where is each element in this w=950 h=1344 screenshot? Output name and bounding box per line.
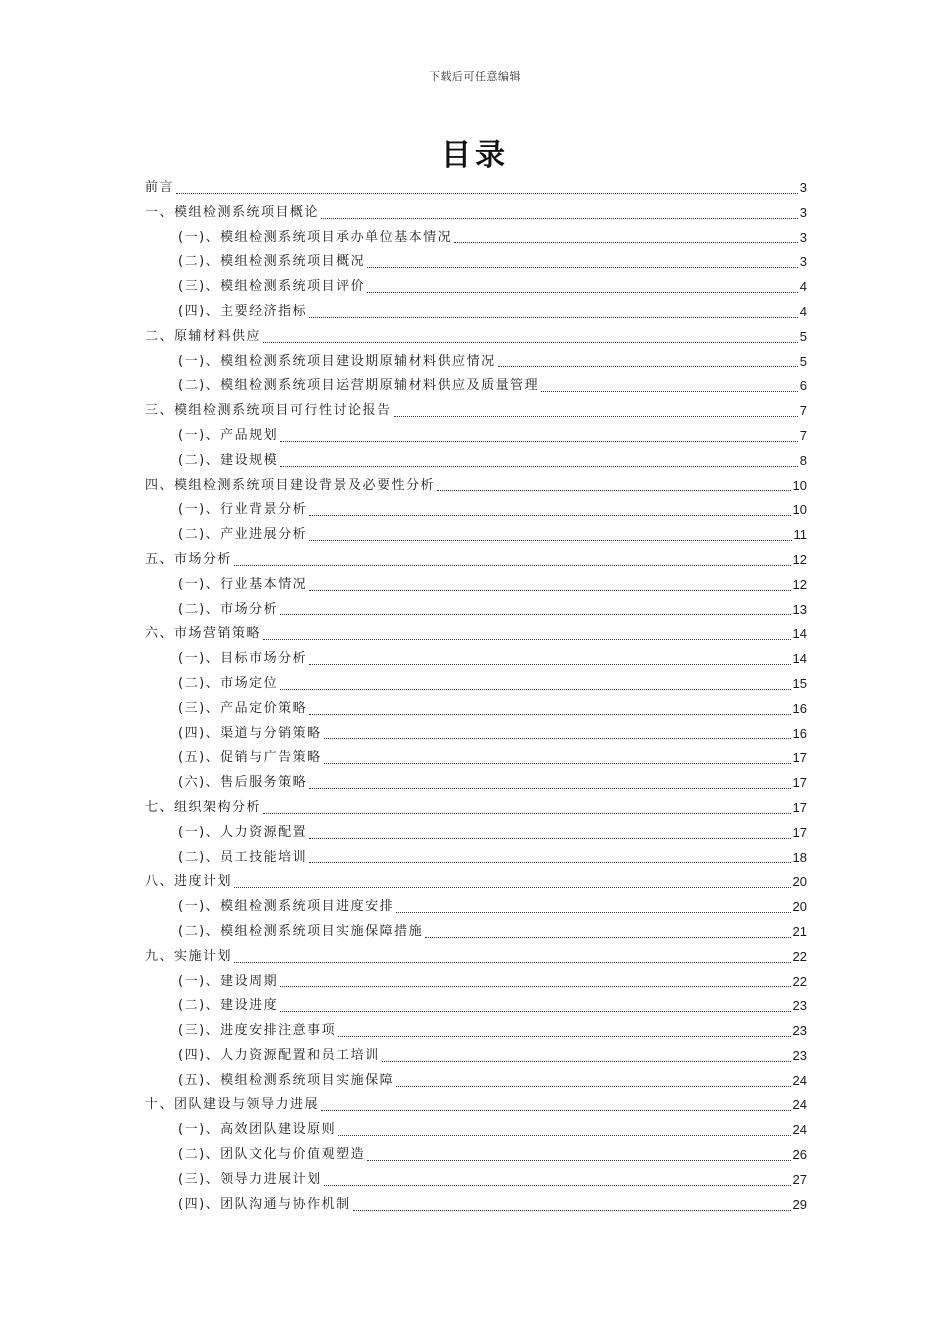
toc-entry[interactable] xyxy=(145,970,807,995)
toc-entry-label: (一)、产品规划 xyxy=(178,427,279,443)
toc-dot-leader xyxy=(367,267,798,268)
toc-entry-page-number: 15 xyxy=(792,675,807,691)
toc-entry[interactable] xyxy=(145,300,807,325)
toc-entry-label: (五)、促销与广告策略 xyxy=(178,750,322,766)
toc-dot-leader xyxy=(309,838,790,839)
toc-entry-label: (二)、模组检测系统项目概况 xyxy=(178,254,366,270)
toc-entry-page-number: 3 xyxy=(799,180,807,195)
toc-entry-page-number: 14 xyxy=(792,626,807,642)
toc-dot-leader xyxy=(321,1110,791,1111)
toc-dot-leader xyxy=(338,1135,790,1136)
toc-entry-label: (二)、建设规模 xyxy=(178,452,279,468)
toc-dot-leader xyxy=(234,887,791,888)
toc-entry-page-number: 23 xyxy=(792,998,807,1014)
toc-entry[interactable] xyxy=(145,1143,807,1168)
toc-entry-page-number: 3 xyxy=(799,229,807,245)
table-of-contents xyxy=(145,176,807,1217)
toc-entry[interactable] xyxy=(145,1044,807,1069)
toc-dot-leader xyxy=(541,391,798,392)
toc-entry-label: 四、模组检测系统项目建设背景及必要性分析 xyxy=(145,477,436,493)
toc-entry-label: 前言 xyxy=(145,180,175,195)
toc-dot-leader xyxy=(234,962,791,963)
toc-entry-page-number: 23 xyxy=(792,1047,807,1063)
toc-entry[interactable] xyxy=(145,1118,807,1143)
toc-entry-page-number: 21 xyxy=(792,923,807,939)
toc-entry-page-number: 11 xyxy=(793,527,807,543)
toc-entry-page-number: 17 xyxy=(792,799,807,815)
toc-dot-leader xyxy=(280,986,790,987)
toc-dot-leader xyxy=(280,614,790,615)
toc-entry-label: (二)、模组检测系统项目实施保障措施 xyxy=(178,923,424,939)
toc-entry-label: 一、模组检测系统项目概论 xyxy=(145,204,320,220)
toc-entry-page-number: 4 xyxy=(799,303,807,319)
toc-entry-page-number: 24 xyxy=(792,1072,807,1088)
toc-dot-leader xyxy=(338,1036,790,1037)
toc-entry-page-number: 22 xyxy=(792,948,807,964)
toc-entry-label: (二)、模组检测系统项目运营期原辅材料供应及质量管理 xyxy=(178,378,540,394)
toc-dot-leader xyxy=(454,242,798,243)
toc-dot-leader xyxy=(280,441,798,442)
toc-entry-page-number: 5 xyxy=(799,328,807,344)
toc-dot-leader xyxy=(437,490,791,491)
toc-entry[interactable] xyxy=(145,598,807,623)
toc-entry[interactable] xyxy=(145,746,807,771)
toc-entry-label: (一)、模组检测系统项目承办单位基本情况 xyxy=(178,229,453,245)
toc-entry-page-number: 14 xyxy=(792,651,807,667)
toc-entry-page-number: 22 xyxy=(792,973,807,989)
toc-entry-page-number: 3 xyxy=(799,204,807,220)
toc-dot-leader xyxy=(309,862,790,863)
toc-dot-leader xyxy=(425,937,790,938)
toc-entry-label: 五、市场分析 xyxy=(145,551,233,567)
toc-entry[interactable] xyxy=(145,176,807,201)
toc-dot-leader xyxy=(309,317,798,318)
toc-entry-label: (二)、市场分析 xyxy=(178,601,279,617)
toc-entry[interactable] xyxy=(145,548,807,573)
toc-entry[interactable] xyxy=(145,697,807,722)
toc-entry-page-number: 18 xyxy=(792,849,807,865)
toc-entry[interactable] xyxy=(145,374,807,399)
toc-dot-leader xyxy=(176,193,798,194)
toc-dot-leader xyxy=(394,416,798,417)
toc-dot-leader xyxy=(280,466,798,467)
toc-entry-label: 二、原辅材料供应 xyxy=(145,328,262,344)
toc-entry-label: 六、市场营销策略 xyxy=(145,626,262,642)
toc-entry[interactable] xyxy=(145,350,807,375)
toc-entry-label: (一)、模组检测系统项目建设期原辅材料供应情况 xyxy=(178,353,496,369)
toc-entry-label: 七、组织架构分析 xyxy=(145,799,262,815)
toc-dot-leader xyxy=(382,1061,791,1062)
toc-dot-leader xyxy=(353,1210,791,1211)
toc-dot-leader xyxy=(321,218,798,219)
toc-dot-leader xyxy=(309,714,790,715)
toc-entry[interactable] xyxy=(145,201,807,226)
toc-entry-label: 十、团队建设与领导力进展 xyxy=(145,1097,320,1113)
toc-entry[interactable] xyxy=(145,449,807,474)
toc-entry[interactable] xyxy=(145,250,807,275)
toc-entry[interactable] xyxy=(145,523,807,548)
toc-entry-label: (一)、目标市场分析 xyxy=(178,651,308,667)
toc-entry-page-number: 10 xyxy=(792,502,807,518)
toc-dot-leader xyxy=(263,639,791,640)
toc-entry-label: 八、进度计划 xyxy=(145,874,233,890)
toc-entry-label: (三)、领导力进展计划 xyxy=(178,1171,322,1187)
toc-entry[interactable] xyxy=(145,226,807,251)
toc-dot-leader xyxy=(309,788,790,789)
toc-entry-page-number: 5 xyxy=(799,353,807,369)
toc-entry[interactable] xyxy=(145,846,807,871)
toc-entry[interactable] xyxy=(145,498,807,523)
toc-entry-label: (三)、模组检测系统项目评价 xyxy=(178,279,366,295)
toc-entry[interactable] xyxy=(145,821,807,846)
toc-entry-label: (四)、渠道与分销策略 xyxy=(178,725,322,741)
toc-entry-page-number: 3 xyxy=(799,254,807,270)
toc-entry-page-number: 17 xyxy=(792,824,807,840)
toc-entry-label: (五)、模组检测系统项目实施保障 xyxy=(178,1072,395,1088)
toc-entry-label: (三)、产品定价策略 xyxy=(178,700,308,716)
toc-entry[interactable] xyxy=(145,945,807,970)
header-note: 下载后可任意编辑 xyxy=(429,70,521,83)
toc-entry-label: (二)、市场定位 xyxy=(178,675,279,691)
toc-entry[interactable] xyxy=(145,994,807,1019)
toc-entry-page-number: 4 xyxy=(799,279,807,295)
toc-entry[interactable] xyxy=(145,1168,807,1193)
toc-dot-leader xyxy=(309,664,790,665)
toc-entry-page-number: 20 xyxy=(792,899,807,915)
toc-entry-page-number: 17 xyxy=(792,775,807,791)
toc-dot-leader xyxy=(263,813,791,814)
toc-entry-label: 三、模组检测系统项目可行性讨论报告 xyxy=(145,403,392,419)
toc-entry[interactable] xyxy=(145,622,807,647)
toc-entry[interactable] xyxy=(145,771,807,796)
toc-dot-leader xyxy=(367,1160,790,1161)
toc-entry[interactable] xyxy=(145,424,807,449)
toc-dot-leader xyxy=(309,590,790,591)
toc-entry[interactable] xyxy=(145,1019,807,1044)
toc-entry-label: (一)、高效团队建设原则 xyxy=(178,1122,337,1138)
toc-entry[interactable] xyxy=(145,1069,807,1094)
toc-entry-label: (一)、人力资源配置 xyxy=(178,824,308,840)
toc-entry[interactable] xyxy=(145,722,807,747)
toc-dot-leader xyxy=(324,763,791,764)
toc-entry[interactable] xyxy=(145,399,807,424)
toc-dot-leader xyxy=(367,292,798,293)
toc-entry[interactable] xyxy=(145,573,807,598)
toc-entry-label: (二)、团队文化与价值观塑造 xyxy=(178,1147,366,1163)
toc-dot-leader xyxy=(309,515,790,516)
toc-entry-label: (四)、主要经济指标 xyxy=(178,303,308,319)
toc-entry[interactable] xyxy=(145,895,807,920)
toc-entry[interactable] xyxy=(145,796,807,821)
toc-entry-label: (一)、行业基本情况 xyxy=(178,576,308,592)
toc-entry-page-number: 24 xyxy=(792,1122,807,1138)
toc-dot-leader xyxy=(324,738,791,739)
toc-entry[interactable] xyxy=(145,647,807,672)
toc-entry-page-number: 12 xyxy=(792,551,807,567)
toc-entry-page-number: 13 xyxy=(792,601,807,617)
page-title: 目录 xyxy=(441,138,509,173)
toc-entry-label: 九、实施计划 xyxy=(145,948,233,964)
toc-entry-page-number: 20 xyxy=(792,874,807,890)
toc-entry-page-number: 10 xyxy=(792,477,807,493)
toc-entry[interactable] xyxy=(145,275,807,300)
toc-entry-page-number: 12 xyxy=(792,576,807,592)
toc-entry[interactable] xyxy=(145,474,807,499)
toc-entry[interactable] xyxy=(145,870,807,895)
toc-dot-leader xyxy=(280,1011,790,1012)
toc-dot-leader xyxy=(263,342,798,343)
toc-entry-page-number: 17 xyxy=(792,750,807,766)
toc-entry-page-number: 23 xyxy=(792,1023,807,1039)
toc-entry-label: (一)、建设周期 xyxy=(178,973,279,989)
toc-entry-page-number: 6 xyxy=(799,378,807,394)
toc-entry[interactable] xyxy=(145,1093,807,1118)
toc-dot-leader xyxy=(396,912,790,913)
toc-entry-label: (二)、建设进度 xyxy=(178,998,279,1014)
toc-entry-label: (六)、售后服务策略 xyxy=(178,775,308,791)
toc-dot-leader xyxy=(309,540,791,541)
toc-entry-page-number: 29 xyxy=(792,1196,807,1212)
toc-entry-label: (一)、行业背景分析 xyxy=(178,502,308,518)
toc-entry-page-number: 16 xyxy=(792,725,807,741)
toc-dot-leader xyxy=(396,1086,790,1087)
toc-entry-page-number: 7 xyxy=(799,427,807,443)
toc-entry-label: (二)、产业进展分析 xyxy=(178,527,308,543)
toc-entry[interactable] xyxy=(145,920,807,945)
toc-entry-label: (三)、进度安排注意事项 xyxy=(178,1023,337,1039)
toc-dot-leader xyxy=(280,689,790,690)
toc-entry-page-number: 26 xyxy=(792,1147,807,1163)
toc-dot-leader xyxy=(498,366,798,367)
toc-dot-leader xyxy=(234,565,791,566)
toc-entry-page-number: 24 xyxy=(792,1097,807,1113)
toc-entry-label: (一)、模组检测系统项目进度安排 xyxy=(178,899,395,915)
toc-entry-label: (二)、员工技能培训 xyxy=(178,849,308,865)
toc-entry-label: (四)、人力资源配置和员工培训 xyxy=(178,1047,380,1063)
toc-entry[interactable] xyxy=(145,325,807,350)
toc-dot-leader xyxy=(324,1185,791,1186)
toc-entry-page-number: 27 xyxy=(792,1171,807,1187)
toc-entry[interactable] xyxy=(145,1193,807,1218)
toc-entry-page-number: 7 xyxy=(799,403,807,419)
toc-entry-page-number: 16 xyxy=(792,700,807,716)
toc-entry-label: (四)、团队沟通与协作机制 xyxy=(178,1196,351,1212)
toc-entry-page-number: 8 xyxy=(799,452,807,468)
toc-entry[interactable] xyxy=(145,672,807,697)
